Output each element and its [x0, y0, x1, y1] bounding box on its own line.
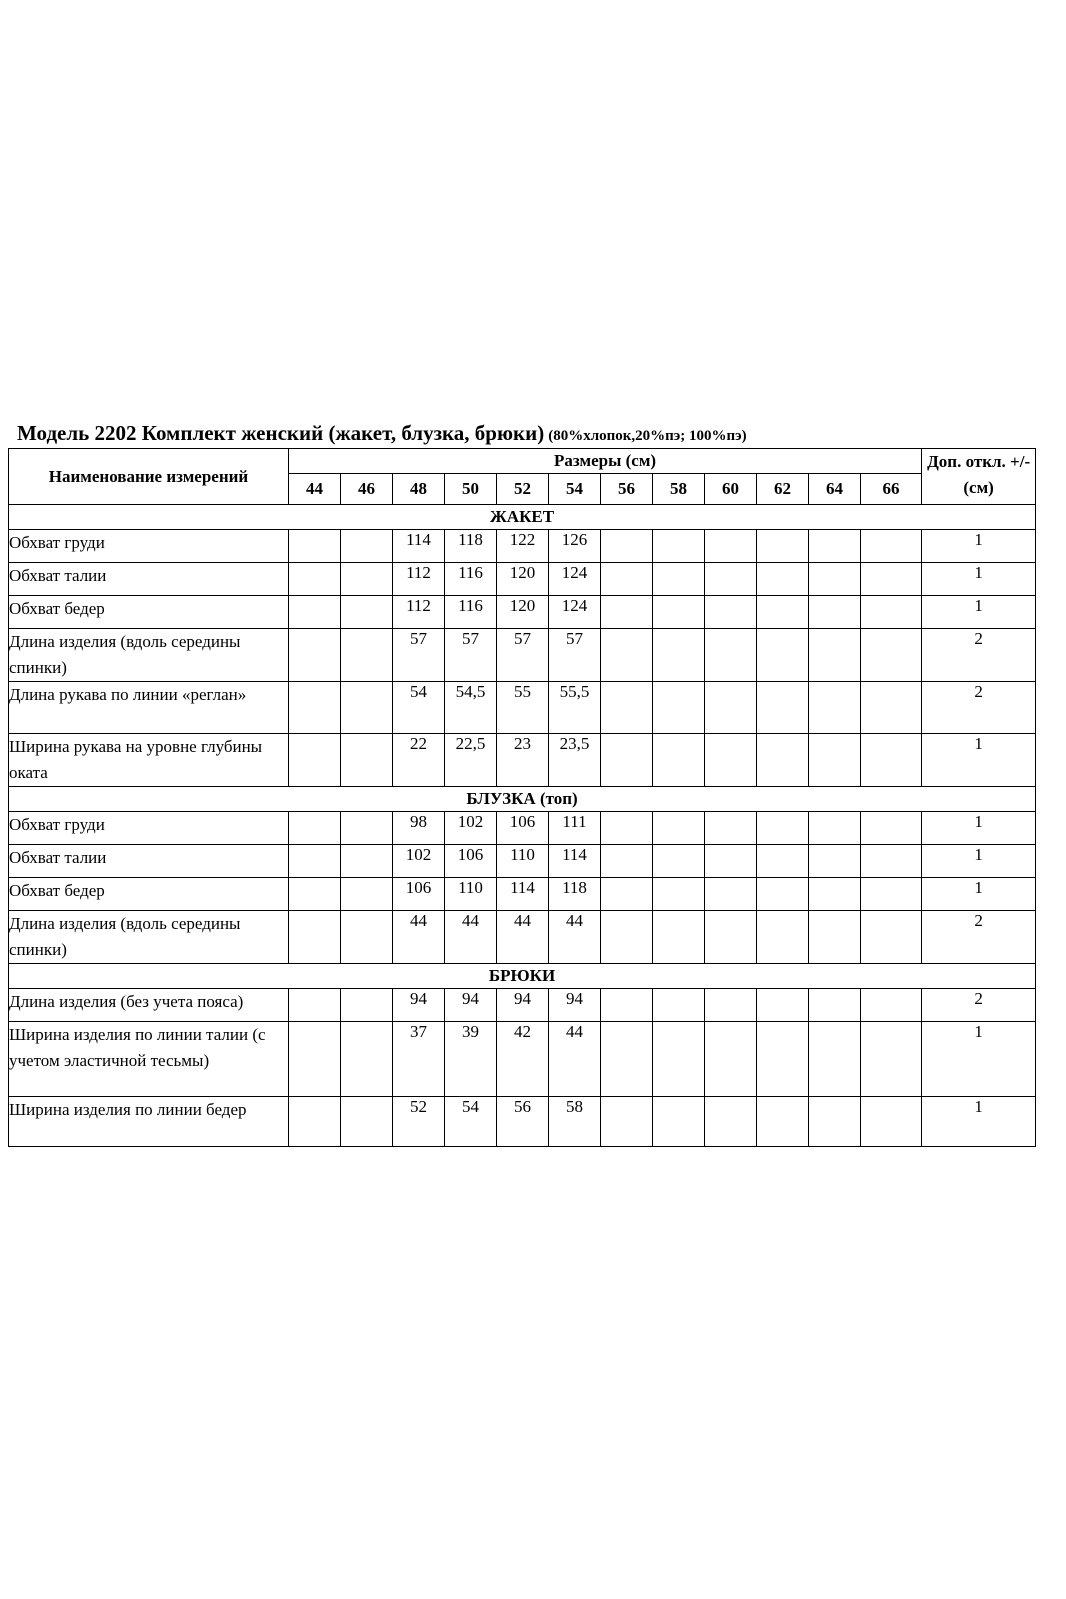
- size-header-cell: 62: [757, 474, 809, 505]
- measurement-name: Ширина изделия по линии талии (с учетом эластичной тесьмы): [9, 1022, 289, 1097]
- table-row: [9, 845, 1036, 878]
- measurement-value: [289, 878, 341, 911]
- measurement-name: Длина изделия (без учета пояса): [9, 989, 289, 1022]
- measurement-value: [653, 845, 705, 878]
- measurement-value: [653, 530, 705, 563]
- size-header-cell: 66: [861, 474, 922, 505]
- table-header: [9, 449, 1036, 505]
- tolerance-value: 1: [922, 530, 1036, 563]
- measurement-value: 120: [497, 563, 549, 596]
- section-header-row: [9, 787, 1036, 812]
- measurement-value: [341, 563, 393, 596]
- measurement-value: 126: [549, 530, 601, 563]
- measurement-value: [705, 812, 757, 845]
- measurement-value: 102: [445, 812, 497, 845]
- measurement-value: 114: [497, 878, 549, 911]
- measurement-value: [341, 1097, 393, 1147]
- measure-name-header: Наименование измерений: [9, 449, 289, 505]
- measurement-value: [861, 629, 922, 682]
- measurement-value: [289, 682, 341, 734]
- tolerance-header: Доп. откл. +/- (см): [922, 449, 1036, 505]
- measurement-value: 111: [549, 812, 601, 845]
- measurement-value: [289, 734, 341, 787]
- measurement-value: [757, 812, 809, 845]
- measurement-name: Ширина рукава на уровне глубины оката: [9, 734, 289, 787]
- measurement-value: [809, 596, 861, 629]
- size-header-cell: 60: [705, 474, 757, 505]
- measurement-value: [289, 596, 341, 629]
- measurement-value: [601, 629, 653, 682]
- measurement-value: [861, 989, 922, 1022]
- measurement-value: [653, 563, 705, 596]
- measurement-value: 44: [549, 911, 601, 964]
- size-header-cell: 50: [445, 474, 497, 505]
- sizes-header: Размеры (см): [289, 449, 922, 474]
- measurement-value: [601, 878, 653, 911]
- size-header-cell: 48: [393, 474, 445, 505]
- table-row: [9, 734, 1036, 787]
- measurement-value: 44: [497, 911, 549, 964]
- measurement-value: [601, 911, 653, 964]
- measurement-value: [809, 629, 861, 682]
- measurement-value: [757, 989, 809, 1022]
- measurement-value: 112: [393, 563, 445, 596]
- measurement-value: [705, 682, 757, 734]
- measurement-value: [809, 530, 861, 563]
- measurement-value: [653, 989, 705, 1022]
- measurement-value: [757, 734, 809, 787]
- size-header-cell: 52: [497, 474, 549, 505]
- measurement-value: [341, 845, 393, 878]
- measurement-value: 55: [497, 682, 549, 734]
- tolerance-value: 1: [922, 734, 1036, 787]
- measurement-value: [341, 812, 393, 845]
- measurement-value: [289, 1022, 341, 1097]
- measurement-value: [601, 734, 653, 787]
- tolerance-value: 1: [922, 812, 1036, 845]
- measurement-value: [341, 1022, 393, 1097]
- measurement-name: Обхват груди: [9, 530, 289, 563]
- measurement-value: 112: [393, 596, 445, 629]
- measurement-value: [705, 596, 757, 629]
- measurement-value: 94: [393, 989, 445, 1022]
- measurement-value: 44: [393, 911, 445, 964]
- measurement-value: [289, 563, 341, 596]
- size-header-cell: 44: [289, 474, 341, 505]
- measurement-value: [341, 530, 393, 563]
- table-row: [9, 1022, 1036, 1097]
- measurement-value: 54,5: [445, 682, 497, 734]
- measurement-value: 39: [445, 1022, 497, 1097]
- measurement-name: Ширина изделия по линии бедер: [9, 1097, 289, 1147]
- measurement-value: [705, 563, 757, 596]
- measurement-value: [705, 1022, 757, 1097]
- measurement-name: Обхват талии: [9, 563, 289, 596]
- measurement-value: 110: [497, 845, 549, 878]
- measurement-value: 122: [497, 530, 549, 563]
- table-row: [9, 629, 1036, 682]
- measurement-value: [601, 682, 653, 734]
- measurement-value: [757, 878, 809, 911]
- table-row: [9, 989, 1036, 1022]
- measurement-value: 116: [445, 563, 497, 596]
- measurement-value: [289, 911, 341, 964]
- measurement-value: 44: [549, 1022, 601, 1097]
- measurement-value: 57: [497, 629, 549, 682]
- measurement-value: 52: [393, 1097, 445, 1147]
- measurement-value: 124: [549, 563, 601, 596]
- measurement-value: 116: [445, 596, 497, 629]
- measurement-value: [653, 629, 705, 682]
- measurement-value: 58: [549, 1097, 601, 1147]
- size-header-cell: 56: [601, 474, 653, 505]
- measurement-value: [653, 1022, 705, 1097]
- measurement-name: Обхват талии: [9, 845, 289, 878]
- size-header-cell: 46: [341, 474, 393, 505]
- measurement-value: [757, 911, 809, 964]
- title-main: Модель 2202 Комплект женский (жакет, блузка, брюки): [17, 421, 545, 445]
- tolerance-value: 2: [922, 682, 1036, 734]
- measurement-value: [653, 682, 705, 734]
- measurement-value: [757, 629, 809, 682]
- tolerance-value: 1: [922, 845, 1036, 878]
- measurement-value: [705, 989, 757, 1022]
- measurement-value: 102: [393, 845, 445, 878]
- measurement-value: [601, 1097, 653, 1147]
- measurement-value: [757, 1097, 809, 1147]
- measurement-value: [653, 878, 705, 911]
- measurement-value: [861, 1022, 922, 1097]
- measurement-name: Длина рукава по линии «реглан»: [9, 682, 289, 734]
- measurement-value: 94: [497, 989, 549, 1022]
- measurement-value: 118: [549, 878, 601, 911]
- measurement-value: [601, 596, 653, 629]
- table-row: [9, 878, 1036, 911]
- measurement-value: [809, 878, 861, 911]
- section-title: БРЮКИ: [9, 964, 1036, 989]
- measurement-value: [861, 563, 922, 596]
- table-row: [9, 682, 1036, 734]
- measurement-value: [289, 845, 341, 878]
- table-row: [9, 563, 1036, 596]
- size-chart-table: [8, 448, 1036, 1147]
- document-title: [17, 421, 747, 446]
- measurement-name: Обхват бедер: [9, 878, 289, 911]
- measurement-value: 124: [549, 596, 601, 629]
- measurement-value: 44: [445, 911, 497, 964]
- table-row: [9, 1097, 1036, 1147]
- tolerance-value: 1: [922, 596, 1036, 629]
- measurement-value: 114: [393, 530, 445, 563]
- measurement-value: 22,5: [445, 734, 497, 787]
- measurement-value: [653, 596, 705, 629]
- measurement-value: [861, 1097, 922, 1147]
- tolerance-value: 1: [922, 1097, 1036, 1147]
- section-title: БЛУЗКА (топ): [9, 787, 1036, 812]
- table-row: [9, 530, 1036, 563]
- measurement-value: 56: [497, 1097, 549, 1147]
- tolerance-value: 1: [922, 563, 1036, 596]
- measurement-value: [809, 682, 861, 734]
- measurement-value: [705, 878, 757, 911]
- measurement-value: 57: [445, 629, 497, 682]
- measurement-value: [705, 845, 757, 878]
- measurement-value: [861, 911, 922, 964]
- table-row: [9, 911, 1036, 964]
- measurement-value: 110: [445, 878, 497, 911]
- measurement-value: [861, 682, 922, 734]
- measurement-value: [757, 1022, 809, 1097]
- tolerance-value: 2: [922, 911, 1036, 964]
- measurement-value: 54: [445, 1097, 497, 1147]
- measurement-value: [757, 563, 809, 596]
- measurement-value: [341, 911, 393, 964]
- measurement-value: 106: [497, 812, 549, 845]
- tolerance-value: 2: [922, 629, 1036, 682]
- tolerance-value: 1: [922, 878, 1036, 911]
- measurement-value: [705, 530, 757, 563]
- section-header-row: [9, 964, 1036, 989]
- measurement-value: 98: [393, 812, 445, 845]
- measurement-value: [341, 878, 393, 911]
- measurement-value: 114: [549, 845, 601, 878]
- measurement-value: 106: [393, 878, 445, 911]
- measurement-value: [289, 989, 341, 1022]
- measurement-value: [653, 911, 705, 964]
- measurement-value: [341, 734, 393, 787]
- measurement-value: [705, 1097, 757, 1147]
- measurement-value: 23,5: [549, 734, 601, 787]
- measurement-value: [601, 812, 653, 845]
- measurement-value: [861, 734, 922, 787]
- measurement-value: [809, 563, 861, 596]
- measurement-value: 23: [497, 734, 549, 787]
- measurement-value: [757, 845, 809, 878]
- measurement-value: [289, 629, 341, 682]
- measurement-value: [757, 596, 809, 629]
- measurement-value: 55,5: [549, 682, 601, 734]
- tolerance-value: 2: [922, 989, 1036, 1022]
- measurement-value: 22: [393, 734, 445, 787]
- measurement-value: [861, 878, 922, 911]
- measurement-name: Длина изделия (вдоль середины спинки): [9, 629, 289, 682]
- measurement-value: [653, 1097, 705, 1147]
- measurement-value: [861, 845, 922, 878]
- measurement-name: Обхват бедер: [9, 596, 289, 629]
- measurement-value: [809, 734, 861, 787]
- tolerance-value: 1: [922, 1022, 1036, 1097]
- measurement-value: [601, 845, 653, 878]
- measurement-value: [809, 1022, 861, 1097]
- measurement-value: [809, 812, 861, 845]
- measurement-value: [809, 845, 861, 878]
- measurement-value: [289, 530, 341, 563]
- measurement-value: 94: [549, 989, 601, 1022]
- measurement-value: [861, 812, 922, 845]
- measurement-value: 54: [393, 682, 445, 734]
- measurement-value: [757, 530, 809, 563]
- measurement-value: 106: [445, 845, 497, 878]
- size-header-cell: 58: [653, 474, 705, 505]
- measurement-value: [809, 1097, 861, 1147]
- measurement-value: [809, 911, 861, 964]
- measurement-value: [289, 812, 341, 845]
- measurement-value: [861, 530, 922, 563]
- measurement-value: [341, 596, 393, 629]
- measurement-value: [601, 1022, 653, 1097]
- table-row: [9, 596, 1036, 629]
- measurement-value: 37: [393, 1022, 445, 1097]
- measurement-value: [809, 989, 861, 1022]
- section-title: ЖАКЕТ: [9, 505, 1036, 530]
- measurement-value: [757, 682, 809, 734]
- measurement-value: 120: [497, 596, 549, 629]
- table-row: [9, 812, 1036, 845]
- measurement-value: 57: [549, 629, 601, 682]
- measurement-value: [653, 812, 705, 845]
- size-header-cell: 64: [809, 474, 861, 505]
- measurement-value: 94: [445, 989, 497, 1022]
- measurement-value: [601, 563, 653, 596]
- measurement-value: [341, 989, 393, 1022]
- measurement-value: [601, 530, 653, 563]
- measurement-value: [289, 1097, 341, 1147]
- measurement-value: [705, 911, 757, 964]
- measurement-name: Длина изделия (вдоль середины спинки): [9, 911, 289, 964]
- table-body: [9, 505, 1036, 1147]
- measurement-value: [341, 629, 393, 682]
- measurement-value: 42: [497, 1022, 549, 1097]
- size-header-cell: 54: [549, 474, 601, 505]
- title-composition: (80%хлопок,20%пэ; 100%пэ): [548, 428, 747, 444]
- section-header-row: [9, 505, 1036, 530]
- measurement-value: [861, 596, 922, 629]
- measurement-value: [601, 989, 653, 1022]
- measurement-value: [341, 682, 393, 734]
- measurement-value: 118: [445, 530, 497, 563]
- measurement-value: [705, 734, 757, 787]
- measurement-value: 57: [393, 629, 445, 682]
- measurement-value: [653, 734, 705, 787]
- measurement-name: Обхват груди: [9, 812, 289, 845]
- measurement-value: [705, 629, 757, 682]
